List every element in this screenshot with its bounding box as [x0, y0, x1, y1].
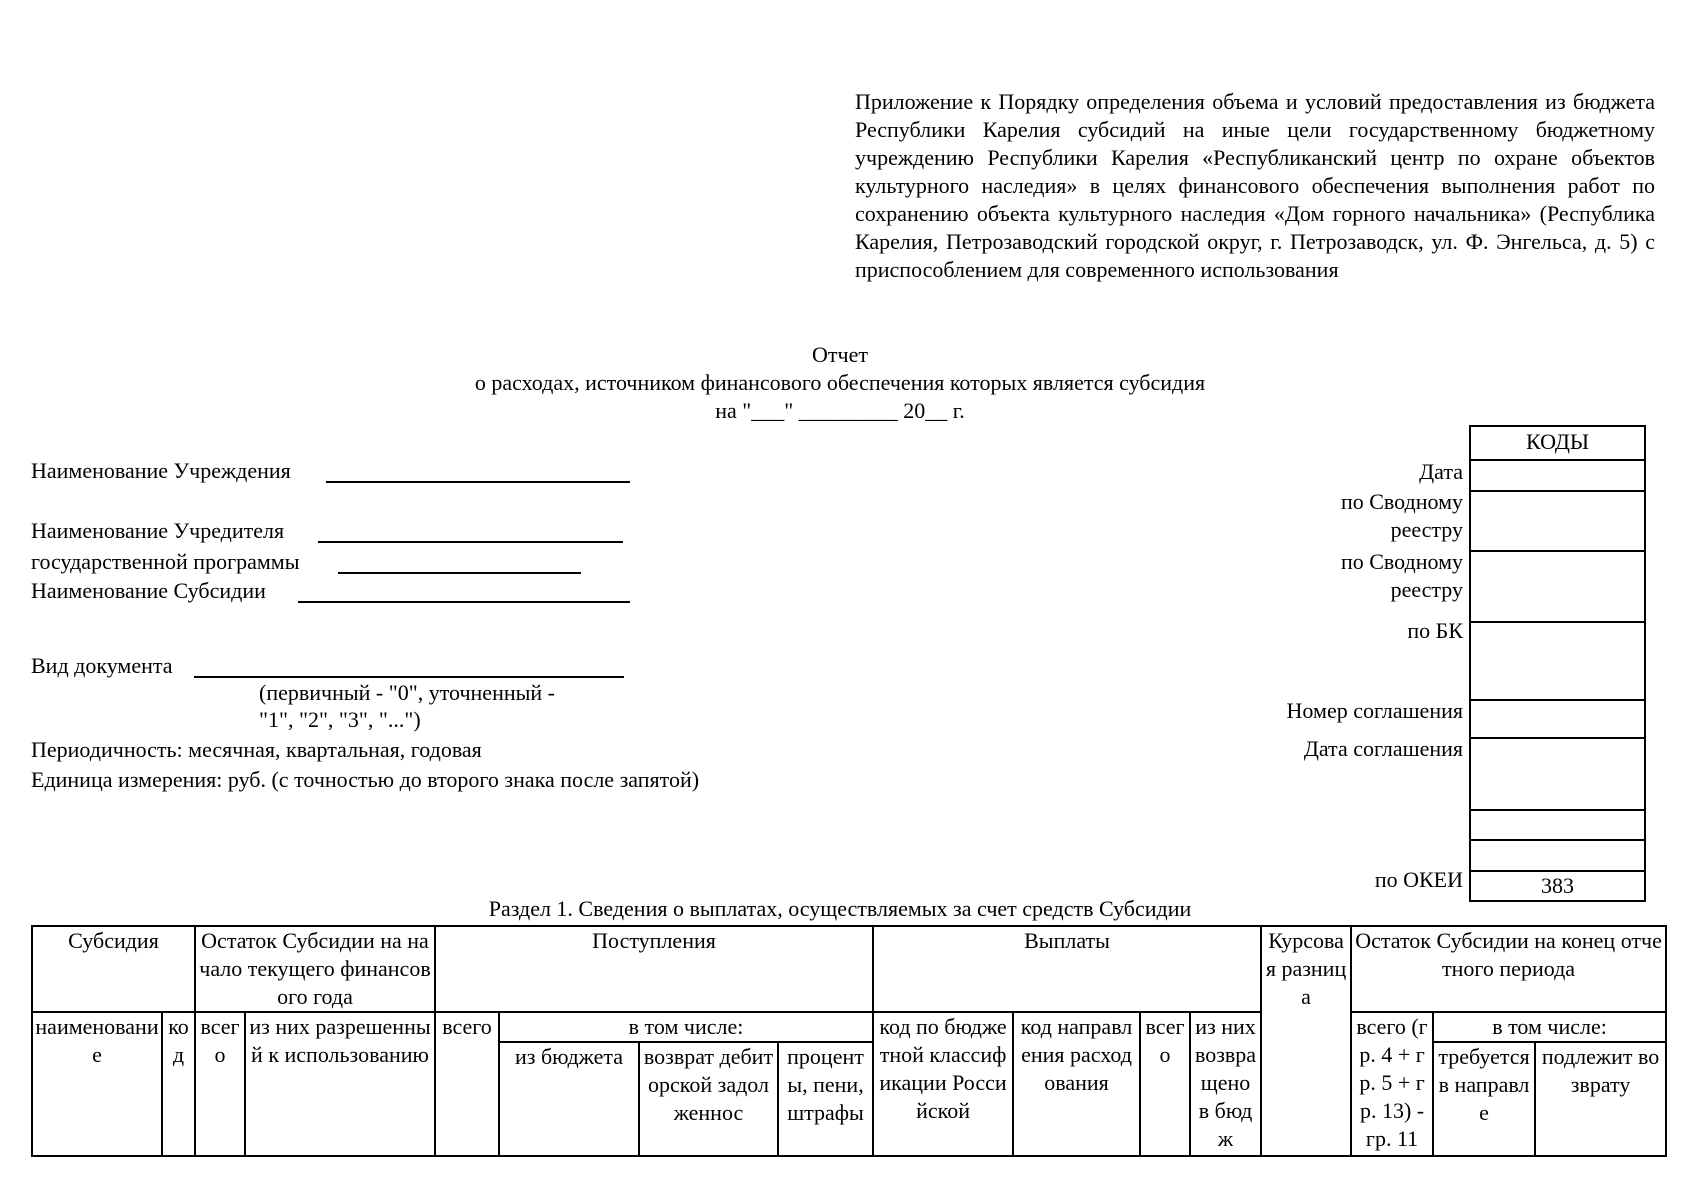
th-receipts: Поступления: [435, 926, 873, 1012]
codes-okei-label: по ОКЕИ: [1374, 867, 1463, 892]
th-name: [32, 1012, 162, 1156]
section1-table: [31, 925, 1667, 1157]
th-interest-text: проценты, пени, штрафы: [787, 1044, 864, 1125]
codes-registry-a-1: по Сводному: [1340, 489, 1463, 514]
th-name-text: наименование: [35, 1014, 159, 1067]
th-returned-text: из них возвращено в бюдж: [1194, 1014, 1257, 1151]
subsidy-label: Наименование Субсидии: [31, 578, 266, 603]
th-to-return: [1535, 1042, 1666, 1156]
th-code-text: код: [168, 1014, 189, 1067]
program-label: государственной программы: [31, 549, 300, 574]
th-payments: Выплаты: [873, 926, 1261, 1012]
subsidy-field[interactable]: [298, 601, 630, 603]
codes-registry-b-cell[interactable]: [1471, 550, 1644, 621]
th-permitted: [245, 1012, 435, 1156]
th-required: [1433, 1042, 1535, 1156]
th-total-2: [435, 1012, 499, 1156]
institution-label: Наименование Учреждения: [31, 458, 291, 483]
codes-box: [1469, 425, 1646, 902]
th-code: [162, 1012, 195, 1156]
codes-agreement-date-label: Дата соглашения: [1303, 736, 1463, 761]
doc-type-note-2: "1", "2", "3", "..."): [259, 707, 421, 732]
codes-bk-cell[interactable]: [1471, 621, 1644, 699]
th-receivable: [639, 1042, 778, 1156]
codes-bk-label: по БК: [1407, 618, 1463, 643]
th-budget-code-text: код по бюджетной классификации Российской: [879, 1014, 1007, 1123]
institution-field[interactable]: [326, 481, 630, 483]
th-including-1: в том числе:: [499, 1012, 873, 1042]
codes-date-label: Дата: [1419, 459, 1463, 484]
codes-registry-b-2: реестру: [1390, 577, 1463, 602]
appendix-text: Приложение к Порядку определения объема и условий предоставления из бюджета Республики Карелия субсидий на иные цели государственному бюджетному учреждению Республики Карелия «Республиканский центр по охране объектов культурного наследия» в целях финансового обеспечения выполнения работ по сохранению объекта культурного наследия «Дом горного начальника» (Республика Карелия, Петрозаводский городской округ, г. Петрозаводск, ул. Ф. Энгельса, д. 5) с приспособлением для современного использования: [855, 89, 1655, 282]
th-total-1-text: всего: [200, 1014, 240, 1067]
th-interest: [778, 1042, 873, 1156]
th-budget-code: [873, 1012, 1013, 1156]
codes-agreement-date-cell[interactable]: [1471, 737, 1644, 809]
th-balance-start: Остаток Субсидии на начало текущего финансового года: [195, 926, 435, 1012]
th-total-3: [1140, 1012, 1190, 1156]
th-total-3-text: всего: [1145, 1014, 1185, 1067]
th-from-budget-text: из бюджета: [515, 1044, 623, 1069]
codes-okei-cell: 383: [1471, 870, 1644, 900]
codes-extra-cell-1[interactable]: [1471, 809, 1644, 839]
report-date-line: на "___" _________ 20__ г.: [715, 398, 965, 423]
codes-date-cell[interactable]: [1471, 459, 1644, 490]
th-exchange: Курсовая разница: [1261, 926, 1351, 1156]
report-title: Отчет: [812, 342, 868, 367]
codes-agreement-number-cell[interactable]: [1471, 699, 1644, 737]
program-field[interactable]: [338, 572, 581, 574]
periodicity-label: Периодичность: месячная, квартальная, годовая: [31, 737, 482, 762]
codes-extra-cell-2[interactable]: [1471, 839, 1644, 870]
th-total-2-text: всего: [442, 1014, 492, 1039]
th-total-1: [195, 1012, 245, 1156]
codes-registry-b-1: по Сводному: [1340, 549, 1463, 574]
th-receivable-text: возврат дебиторской задолженнос: [643, 1044, 774, 1125]
th-returned: [1190, 1012, 1261, 1156]
doc-type-note-1: (первичный - "0", уточненный -: [259, 680, 555, 705]
th-balance-end: Остаток Субсидии на конец отчетного периода: [1351, 926, 1666, 1012]
th-subsidy: Субсидия: [32, 926, 195, 1012]
th-including-2: в том числе:: [1433, 1012, 1666, 1042]
th-from-budget: [499, 1042, 639, 1156]
th-direction-code: [1013, 1012, 1140, 1156]
th-required-text: требуется в направле: [1438, 1044, 1530, 1125]
th-permitted-text: из них разрешенный к использованию: [249, 1014, 431, 1067]
th-total-4-text: всего (гр. 4 + гр. 5 + гр. 13) - гр. 11: [1356, 1014, 1428, 1151]
unit-label: Единица измерения: руб. (с точностью до второго знака после запятой): [31, 767, 700, 792]
founder-label: Наименование Учредителя: [31, 518, 285, 543]
codes-agreement-number-label: Номер соглашения: [1286, 698, 1463, 723]
th-total-4: [1351, 1012, 1433, 1156]
doc-type-field[interactable]: [194, 676, 624, 678]
th-to-return-text: подлежит возврату: [1541, 1044, 1660, 1097]
founder-field[interactable]: [318, 541, 623, 543]
doc-type-label: Вид документа: [31, 653, 173, 678]
section1-title: Раздел 1. Сведения о выплатах, осуществляемых за счет средств Субсидии: [488, 896, 1192, 921]
codes-header: КОДЫ: [1525, 429, 1590, 454]
report-subtitle: о расходах, источником финансового обеспечения которых является субсидия: [474, 370, 1206, 395]
th-direction-code-text: код направления расходования: [1020, 1014, 1133, 1095]
codes-registry-a-cell[interactable]: [1471, 490, 1644, 550]
codes-registry-a-2: реестру: [1390, 517, 1463, 542]
